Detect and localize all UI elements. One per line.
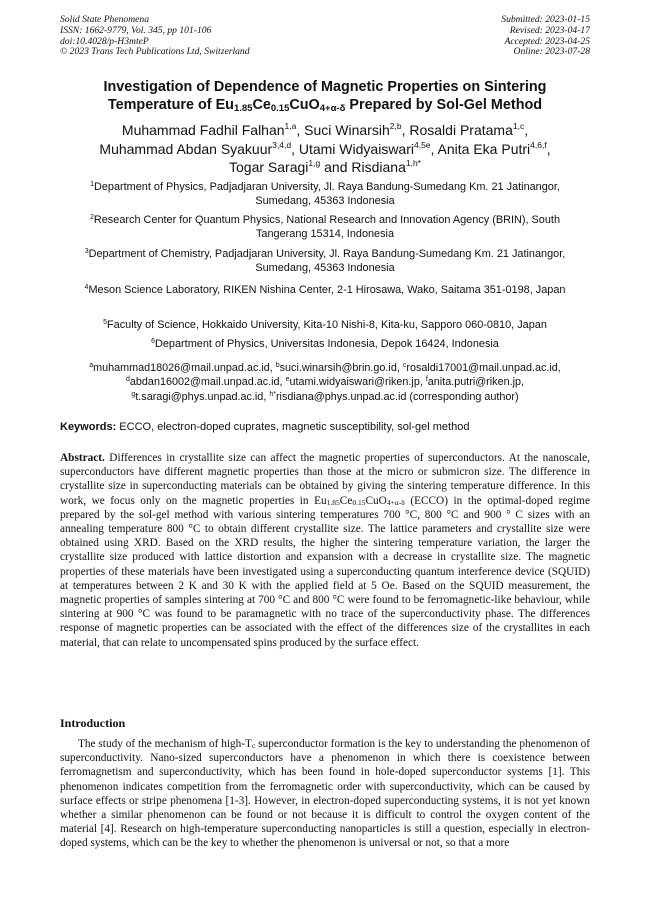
title-text: Ce — [252, 96, 271, 113]
email-link[interactable]: muhammad18026@mail.unpad.ac.id, — [93, 362, 276, 374]
affiliation — [70, 283, 580, 297]
author-separator: , — [296, 122, 305, 138]
affiliation-number: 1 — [90, 181, 94, 188]
author-emails — [60, 361, 590, 404]
affiliation-text: Research Center for Quantum Physics, National Research and Innovation Agency (BRIN), South Tangerang 15314, Indonesia — [93, 214, 561, 241]
author-separator: , — [291, 140, 299, 157]
formula-subscript: 4+α-δ — [386, 497, 405, 507]
date-accepted: Accepted: 2023-04-25 — [504, 35, 590, 47]
author-name: Muhammad Fadhil Falhan — [121, 122, 285, 138]
intro-text: superconductor formation is the key to understanding the phenomenon of superconductivity. Nano-sized superconductors have a phenomenon in which there is coexistence between ferromagnetism and superconductivity, which has been found in hole-doped superconductor systems [1]. This phenomenon indicates competition from the ferromagnetic order with superconductivity, which can be caused by surface effects or stripe phenomena [1-3]. However, in electron-doped superconducting systems, it is not yet known whether a similar phenomenon can be found or not because it is difficult to control the oxygen content of the material [4]. Research on high-temperature superconducting nanoparticles is still a question, especially in electron-doped systems, which can be the key to whether the phenomenon is universal or not, so that a more — [60, 738, 590, 850]
email-link[interactable]: anita.putri@riken.jp, — [427, 376, 524, 389]
author-affiliation-mark: 3,4,d — [272, 139, 292, 150]
title-subscript: 4+α-δ — [319, 102, 346, 114]
author-separator: and — [320, 159, 352, 175]
title-line-2 — [60, 97, 590, 115]
email-link[interactable]: rosaldi17001@mail.unpad.ac.id, — [406, 362, 561, 374]
author-affiliation-mark: 1,g — [308, 158, 321, 168]
author-name: Suci Winarsih — [304, 122, 390, 138]
title-text: CuO — [289, 96, 320, 113]
email-mark: h* — [269, 390, 276, 398]
affiliation — [70, 337, 580, 351]
affiliation — [70, 213, 580, 241]
date-submitted: Submitted: 2023-01-15 — [501, 14, 590, 25]
affiliation-number: 4 — [84, 284, 89, 291]
journal-name: Solid State Phenomena — [60, 14, 149, 25]
author-affiliation-mark: 4,5e — [413, 139, 431, 150]
email-mark: g — [131, 390, 136, 398]
email-mark: d — [126, 376, 130, 384]
email-mark: e — [285, 376, 290, 384]
affiliation-text: Department of Chemistry, Padjadjaran University, Jl. Raya Bandung-Sumedang Km. 21 Jatinangor, Sumedang, 45363 Indonesia — [88, 248, 566, 275]
formula-subscript: 1.85 — [326, 497, 340, 507]
email-link[interactable]: abdan16002@mail.unpad.ac.id, — [129, 376, 286, 389]
author-list — [60, 121, 590, 177]
publication-dates — [501, 15, 590, 58]
paper-title — [60, 79, 590, 114]
author-line — [60, 158, 590, 177]
title-subscript: 1.85 — [233, 102, 253, 114]
affiliation — [70, 247, 580, 275]
author-affiliation-mark: 1,c — [512, 121, 525, 131]
intro-text: The study of the mechanism of high-T — [78, 738, 252, 750]
abstract-label: Abstract. — [60, 452, 105, 464]
affiliation — [70, 318, 580, 332]
title-subscript: 0.15 — [270, 102, 290, 114]
author-separator: , — [546, 140, 551, 157]
author-affiliation-mark: 2,b — [389, 121, 402, 131]
introduction-paragraph — [60, 737, 590, 851]
author-line — [60, 140, 590, 159]
author-name: Risdiana — [351, 159, 406, 175]
author-name: Utami Widyaiswari — [298, 140, 414, 157]
keywords-text: ECCO, electron-doped cuprates, magnetic susceptibility, sol-gel method — [116, 421, 470, 433]
formula-subscript: 0.15 — [352, 497, 366, 507]
email-mark: b — [275, 362, 280, 369]
keywords — [60, 420, 590, 434]
abstract-text: Differences in crystallite size can affect the magnetic properties of superconductors. At the nanoscale, superconductors have different magnetic properties than those at the micro or submicron size. The difference in crystallite size in superconducting materials can be obtained by giving the sintering temperature difference. In this work, we focus only on the magnetic properties in Eu — [60, 452, 590, 507]
affiliation-text: Department of Physics, Padjadjaran University, Jl. Raya Bandung-Sumedang Km. 21 Jatinangor, Sumedang, 45363 Indonesia — [93, 181, 560, 208]
author-separator: , — [524, 122, 529, 138]
affiliation-text: Meson Science Laboratory, RIKEN Nishina Center, 2-1 Hirosawa, Wako, Saitama 351-0198, Japan — [88, 284, 566, 296]
email-link[interactable]: utami.widyaiswari@riken.jp, — [289, 376, 426, 389]
email-mark: c — [402, 362, 407, 369]
formula-text: Ce — [339, 494, 353, 507]
formula-text: CuO — [365, 494, 387, 507]
author-name: Anita Eka Putri — [437, 140, 531, 157]
email-mark: f — [425, 376, 428, 384]
author-affiliation-mark: 4,6,f — [530, 139, 547, 150]
keywords-label: Keywords: — [60, 421, 117, 433]
author-affiliation-mark: 1,h* — [405, 158, 421, 168]
affiliation-text: Department of Physics, Universitas Indonesia, Depok 16424, Indonesia — [155, 338, 499, 350]
email-line — [60, 361, 590, 375]
affiliation-number: 3 — [84, 248, 89, 255]
affiliation — [70, 180, 580, 208]
author-separator: , — [430, 140, 438, 157]
date-online: Online: 2023-07-28 — [513, 46, 590, 58]
affiliation-number: 2 — [89, 214, 94, 221]
tc-subscript: c — [251, 741, 256, 750]
journal-header — [60, 15, 250, 58]
email-link[interactable]: t.saragi@phys.unpad.ac.id, — [135, 390, 270, 403]
email-link[interactable]: suci.winarsih@brin.go.id, — [279, 362, 403, 374]
abstract — [60, 451, 590, 650]
affiliation-number: 5 — [103, 319, 107, 326]
journal-issn: ISSN: 1662-9779, Vol. 345, pp 101-106 — [60, 24, 212, 36]
email-mark: a — [89, 362, 94, 369]
author-separator: , — [401, 122, 410, 138]
section-heading-introduction: Introduction — [60, 716, 126, 730]
journal-doi[interactable]: doi:10.4028/p-H3mteP — [60, 35, 149, 47]
author-name: Rosaldi Pratama — [409, 122, 513, 138]
author-line — [60, 121, 590, 140]
affiliation-text: Faculty of Science, Hokkaido University, Kita-10 Nishi-8, Kita-ku, Sapporo 060-0810, Japan — [107, 319, 547, 331]
abstract-text: (ECCO) in the optimal-doped regime prepared by the sol-gel method with various sintering temperatures 700 °C, 800 °C and 900 ° C sizes with an annealing temperature 800 °C to obtain different crystallite size. The lattice parameters and crystallite size were obtained using XRD. Based on the XRD results, the higher the sintering temperature variation, the larger the crystallite size produced with lattice distortion and expansion with a decrease in crystallite size. The magnetic properties of these materials have been investigated using a superconducting quantum interference device (SQUID) at temperatures between 2 K and 30 K with the applied field at 5 Oe. Based on the SQUID measurement, the magnetic properties of samples sintering at 700 °C and 800 °C were found to be ferromagnetic-like behaviour, while sintering at 900 °C was found to be paramagnetic with no trace of the superconductivity phase. The differences response of magnetic properties can be associated with the effect of the differences size of the crystallites in each material, that can relate to uncompensated spins produced by the surface effect. — [60, 494, 590, 649]
affiliation-number: 6 — [151, 338, 156, 345]
title-text: Prepared by Sol-Gel Method — [345, 96, 543, 113]
author-affiliation-mark: 1,a — [284, 121, 297, 131]
title-text: Temperature of Eu — [107, 96, 234, 113]
email-line — [60, 390, 590, 404]
email-link[interactable]: risdiana@phys.unpad.ac.id (corresponding author) — [275, 390, 519, 403]
author-name: Muhammad Abdan Syakuur — [99, 140, 273, 157]
title-line-1: Investigation of Dependence of Magnetic Properties on Sintering — [103, 79, 547, 95]
email-line — [60, 375, 590, 389]
journal-copyright: © 2023 Trans Tech Publications Ltd, Switzerland — [60, 46, 250, 58]
date-revised: Revised: 2023-04-17 — [509, 24, 590, 36]
author-name: Togar Saragi — [229, 159, 309, 175]
